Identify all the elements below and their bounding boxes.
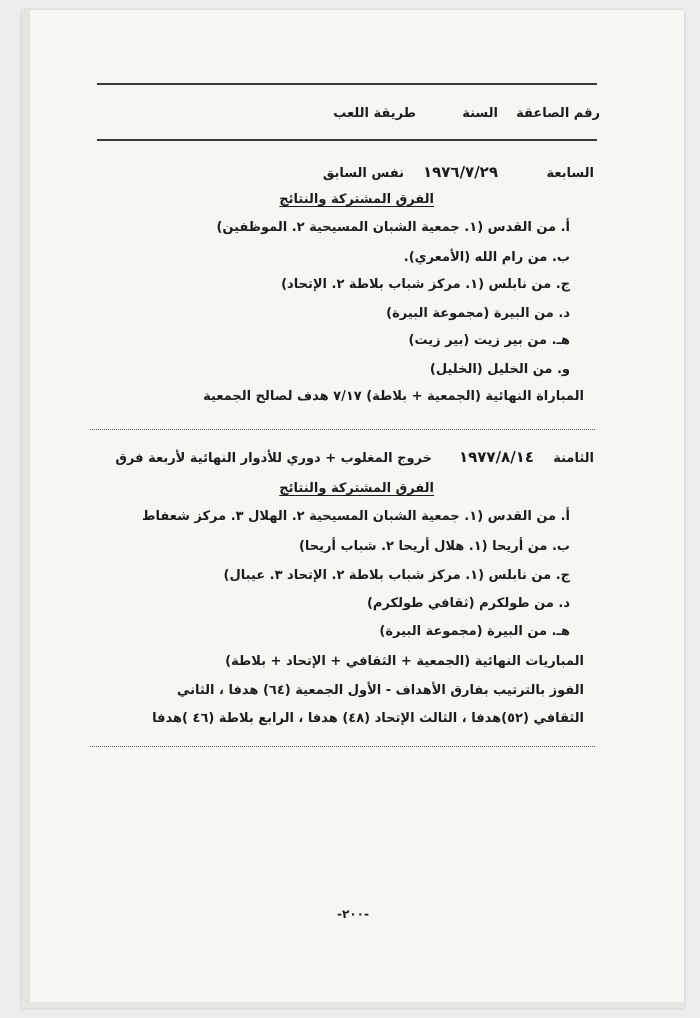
header-number-col: رقم الصاعقة	[516, 106, 600, 121]
header-year-col: السنة	[462, 106, 498, 121]
page-number: -٢٠٠-	[337, 907, 369, 921]
section8-result-line1: الفوز بالترتيب بفارق الأهداف - الأول الجمعية (٦٤) هدفا ، الثاني	[176, 683, 584, 698]
document-page	[22, 10, 684, 1008]
section8-item-e: هـ. من البيرة (مجموعة البيرة)	[379, 624, 570, 639]
section7-item-e: هـ. من بير زيت (بير زيت)	[408, 333, 570, 348]
section8-item-a: أ. من القدس (١. جمعية الشبان المسيحية ٢. الهلال ٣. مركز شعفاط	[142, 509, 570, 524]
header-method-col: طريقة اللعب	[333, 106, 416, 121]
section7-final: المباراة النهائية (الجمعية + بلاطة) ٧/١٧ هدف لصالح الجمعية	[203, 389, 584, 404]
section8-method: خروج المغلوب + دوري للأدوار النهائية لأربعة فرق	[115, 451, 432, 466]
section8-subtitle: الفرق المشتركة والنتائج	[279, 481, 434, 496]
section8-date: ١٩٧٧/٨/١٤	[458, 448, 534, 466]
section8-finals: المباريات النهائية (الجمعية + الثقافي + الإتحاد + بلاطة)	[225, 654, 584, 669]
section7-item-b: ب. من رام الله (الأمعري).	[403, 250, 570, 265]
section7-subtitle: الفرق المشتركة والنتائج	[279, 192, 434, 207]
section7-item-d: د. من البيرة (مجموعة البيرة)	[386, 306, 570, 321]
section8-item-c: ج. من نابلس (١. مركز شباب بلاطة ٢. الإتحاد ٣. عيبال)	[223, 568, 570, 583]
section7-item-f: و. من الخليل (الخليل)	[429, 362, 570, 377]
section-divider	[90, 429, 595, 430]
section7-date: ١٩٧٦/٧/٢٩	[422, 163, 498, 181]
section-divider-bottom	[90, 746, 595, 747]
page-edge	[22, 10, 30, 1008]
section7-item-c: ج. من نابلس (١. مركز شباب بلاطة ٢. الإتحاد)	[281, 277, 570, 292]
section7-method: نفس السابق	[322, 166, 404, 181]
section8-label: الثامنة	[553, 451, 594, 466]
section7-label: السابعة	[546, 166, 594, 181]
section8-item-d: د. من طولكرم (ثقافي طولكرم)	[366, 596, 570, 611]
page-edge-bottom	[22, 1002, 684, 1008]
header-top-rule	[97, 83, 597, 85]
section8-item-b: ب. من أريحا (١. هلال أريحا ٢. شباب أريحا)	[298, 539, 570, 554]
section8-result-line2: الثقافي (٥٢)هدفا ، الثالث الإتحاد (٤٨) هدفا ، الرابع بلاطة (٤٦ )هدفا	[152, 711, 584, 726]
header-bottom-rule	[97, 139, 597, 141]
section7-item-a: أ. من القدس (١. جمعية الشبان المسيحية ٢. الموظفين)	[216, 220, 570, 235]
